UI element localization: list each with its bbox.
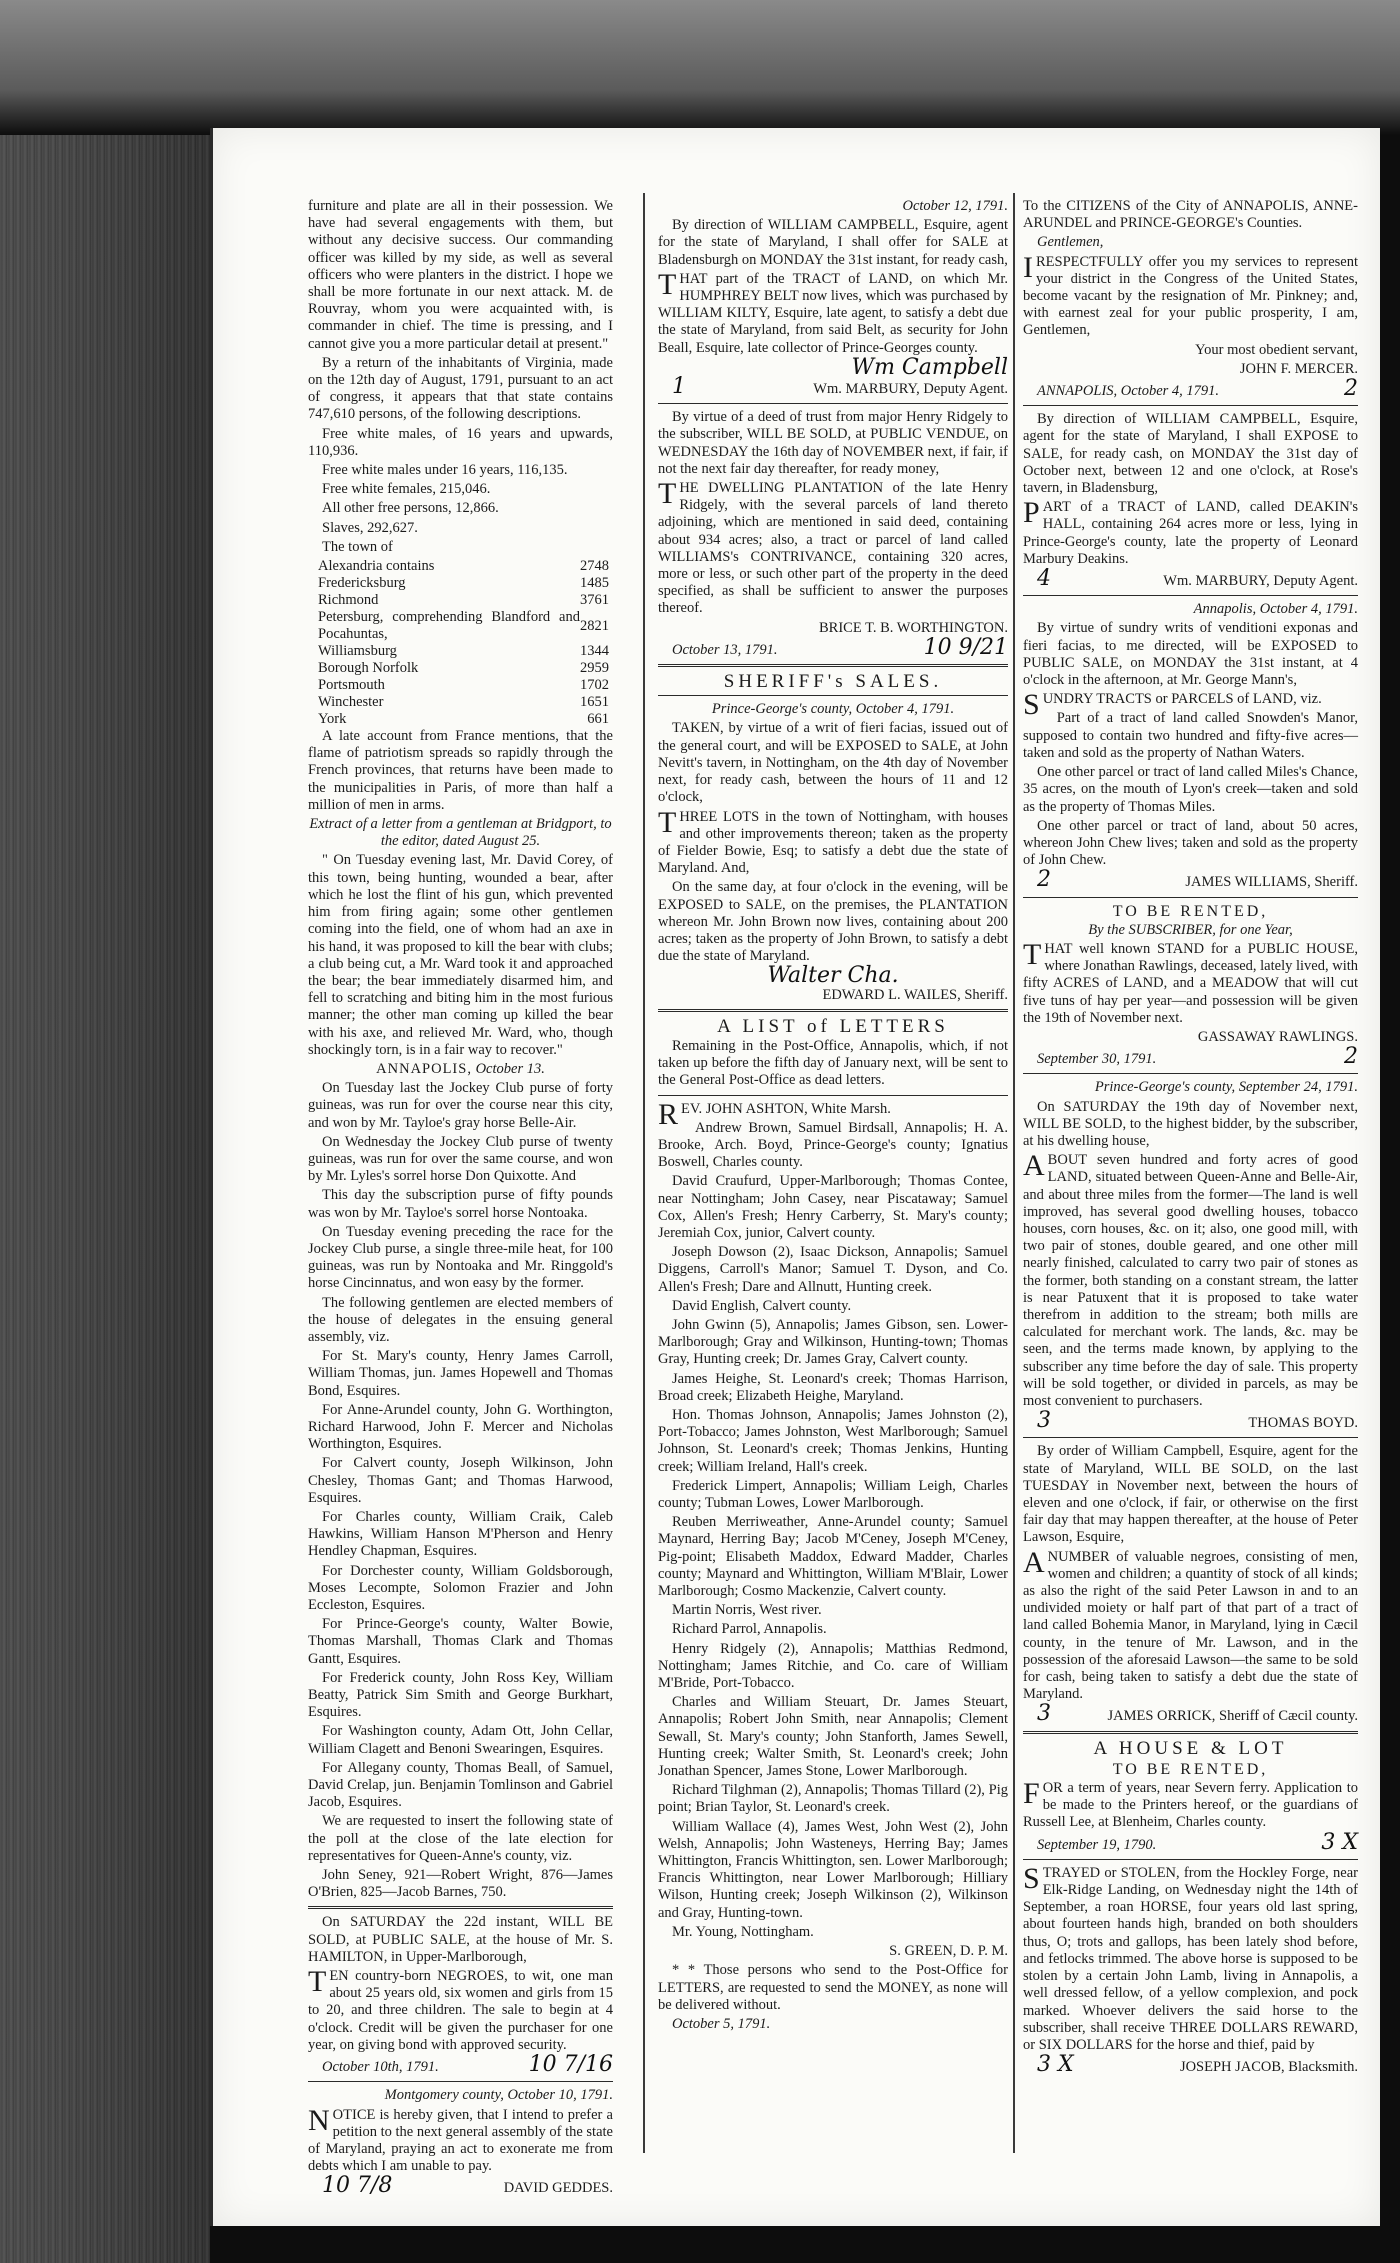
town-name: Petersburg, comprehending Blandford and Pocahuntas, [318, 609, 580, 643]
town-name: Borough Norfolk [318, 660, 419, 677]
ad-intro: By virtue of a deed of trust from major Henry Ridgely to the subscriber, WILL BE SOLD, at PUBLIC VENDUE, on WEDNESDAY the 16th day of NOVEMBER next, if fair, if not the next fair day thereafter, for ready money, [658, 409, 1008, 477]
letter-entry: REV. JOHN ASHTON, White Marsh. [658, 1097, 891, 1131]
ad-signature: EDWARD L. WAILES, Sheriff. [822, 986, 1008, 1003]
ad-date: Prince-George's county, October 4, 1791. [711, 701, 955, 718]
handwritten-mark: 2 [1344, 376, 1358, 402]
census-line: Free white males, of 16 years and upwards, 110,936. [308, 425, 613, 459]
letter-entry: James Heighe, St. Leonard's creek; Thomas Harrison, Broad creek; Elizabeth Heighe, Maryland. [658, 1370, 1008, 1404]
table-row [318, 643, 623, 660]
ad-footer [658, 374, 1008, 400]
ad-body: THE DWELLING PLANTATION of the late Henry Ridgely, with the several parcels of land thereto adjoining, which are mentioned in said deed, containing about 934 acres; also, a tract or parcel of land called WILLIAMS's CONTRIVANCE, containing 320 acres, more or less, or such other part of the property in the deed specified, as shall be sufficient to answer the purposes thereof. [658, 477, 1008, 617]
ad-body: PART of a TRACT of LAND, called DEAKIN's HALL, containing 264 acres more or less, lying in Prince-George's county, late the property of Leonard Marbury Deakins. [1023, 496, 1358, 567]
town-count: 2821 [580, 617, 609, 634]
column-2 [658, 198, 1008, 2158]
ad-signature: JAMES WILLIAMS, Sheriff. [1185, 874, 1358, 891]
divider [308, 1906, 613, 1909]
ad-body: SUNDRY TRACTS or PARCELS of LAND, viz. [1023, 688, 1322, 722]
handwritten-mark: 2 [1344, 1044, 1358, 1070]
ad-intro: By order of William Campbell, Esquire, agent for the state of Maryland, WILL BE SOLD, on the last TUESDAY in November next, between the hours of eleven and one o'clock, if fair, or otherwise on the first fair day that may happen thereafter, at the house of Peter Lawson, Esquire, [1023, 1443, 1358, 1546]
letter-entry: William Wallace (4), James West, John West (2), John Welsh, Annapolis; John Wasteneys, Herring Bay; James Whittington, Francis Whittington, sen. Lower Marlborough; Francis Whittington, near Lower Marlborough; Hilliary Wilson, Hunting creek; Joseph Wilkinson (2), Wilkinson and Gray, Hunting-town. [658, 1818, 1008, 1921]
town-count: 1344 [580, 643, 609, 660]
article-paragraph: " On Tuesday evening last, Mr. David Corey, of this town, being hunting, wounded a bear, after which he lost the flint of his gun, which prevented him from firing again; some other gentlemen coming into the field, one of whom had an axe in his hand, it was proposed to kill the bear with clubs; a club being cut, a Mr. Ward took it and approached the bear; the bear immediately disarmed him, and fell to scratching and biting him in the most furious manner; the other man coming up killed the bear with his axe, and relieved Mr. Ward, who, though shockingly torn, is in a fair way to recover." [308, 852, 613, 1058]
ad-footer [1023, 376, 1358, 402]
article-paragraph: furniture and plate are all in their possession. We have had several engagements with them, but without any decisive success. Our commanding officer was killed by my side, as well as several officers who were planters in the district. I hope we shall be more fortunate in our next attack. M. de Rouvray, whom you were acquainted with, is commander in chief. The time is pressing, and I cannot give you a more particular detail at present." [308, 198, 613, 352]
ad-footer [1023, 867, 1358, 893]
town-name: Richmond [318, 592, 379, 609]
handwritten-mark: 10 7/16 [528, 2052, 613, 2078]
ad-body: THREE LOTS in the town of Nottingham, with houses and other improvements thereon; taken as the property of Fielder Bowie, Esq; to satisfy a debt due the state of Maryland. And, [658, 805, 1008, 877]
ad-footer [1023, 1408, 1358, 1434]
county-delegates: For Allegany county, Thomas Beall, of Samuel, David Crelap, jun. Benjamin Tomlinson and Gabriel Jacob, Esquires. [308, 1759, 613, 1811]
ad-signature: JAMES ORRICK, Sheriff of Cæcil county. [1107, 1708, 1358, 1725]
article-paragraph: This day the subscription purse of fifty pounds was won by Mr. Tayloe's sorrel horse Nontoaka. [308, 1187, 613, 1221]
county-delegates: For Anne-Arundel county, John G. Worthington, Richard Harwood, John F. Mercer and Nicholas Worthington, Esquires. [308, 1401, 613, 1453]
ad-date: September 19, 1790. [1037, 1836, 1157, 1853]
handwritten-mark: 3 X [1037, 2052, 1074, 2078]
ad-footer [1023, 1701, 1358, 1727]
ad-footer [1023, 1044, 1358, 1070]
divider [658, 1095, 1008, 1096]
article-paragraph: We are requested to insert the following state of the poll at the close of the late election for representatives for Queen-Anne's county, viz. [308, 1813, 613, 1864]
ad-intro: On SATURDAY the 22d instant, WILL BE SOLD, at PUBLIC SALE, at the house of Mr. S. HAMILTON, in Upper-Marlborough, [308, 1914, 613, 1965]
address-greeting: Gentlemen, [1037, 234, 1104, 251]
town-count: 1702 [580, 677, 609, 694]
column-3 [1023, 198, 1358, 2158]
section-heading: A HOUSE & LOT [1093, 1737, 1288, 1759]
handwritten-mark: 3 [1037, 1408, 1051, 1434]
ad-intro: By direction of WILLIAM CAMPBELL, Esquire, agent for the state of Maryland, I shall EXPOSE to SALE, for ready cash, on MONDAY the 31st day of October next, between 12 and one o'clock, at Rose's tavern, in Bladensburg, [1023, 411, 1358, 497]
table-row [318, 558, 623, 575]
table-row [318, 677, 623, 694]
section-heading: TO BE RENTED, [1112, 902, 1269, 920]
book-binding [0, 0, 210, 2263]
divider [308, 2081, 613, 2082]
ad-body: IRESPECTFULLY offer you my services to represent your district in the Congress of the United States, become vacant by the resignation of Mr. Pinkney; and, with earnest zeal for your public prosperity, I am, Gentlemen, [1023, 250, 1358, 339]
letter-entry: Charles and William Steuart, Dr. James Steuart, Annapolis; Robert John Smith, near Annapolis; Clement Sewall, St. Mary's county; John Stanforth, James Sewell, Hunting creek; Walter Smith, St. Leonard's creek; John Jonathan Spencer, James Stone, Lower Marlborough. [658, 1694, 1008, 1780]
letter-entry: Frederick Limpert, Annapolis; William Leigh, Charles county; Tubman Lowes, Lower Marlborough. [658, 1477, 1008, 1512]
dateline [308, 1061, 613, 1078]
town-name: Alexandria contains [318, 558, 435, 575]
ad-date: ANNAPOLIS, October 4, 1791. [1037, 383, 1220, 400]
ad-signature: JOSEPH JACOB, Blacksmith. [1179, 2059, 1358, 2076]
town-count: 3761 [580, 592, 609, 609]
ad-body: TEN country-born NEGROES, to wit, one man about 25 years old, six women and girls from 15 to 20, and three children. The sale to begin at 4 o'clock. Credit will be given the purchaser for one year, on giving bond with approved security. [308, 1965, 613, 2053]
table-row [318, 592, 623, 609]
article-paragraph: On Wednesday the Jockey Club purse of twenty guineas, was run for over the same course, and won by Mr. Lyles's sorrel horse Don Quixotte. And [308, 1133, 613, 1185]
towns-intro: The town of [322, 538, 393, 555]
letter-entry: Hon. Thomas Johnson, Annapolis; James Johnston (2), Port-Tobacco; James Johnston, West Marlborough; Samuel Johnson, St. Leonard's creek; Thomas Jenkins, Hunting creek; William Ireland, Hall's creek. [658, 1407, 1008, 1475]
handwritten-mark: 3 X [1321, 1829, 1358, 1855]
ad-signature: JOHN F. MERCER. [1239, 360, 1358, 377]
letter-entry: Andrew Brown, Samuel Birdsall, Annapolis; H. A. Brooke, Arch. Boyd, Prince-George's county; Ignatius Boswell, Charles county. [658, 1119, 1008, 1171]
letters-intro: Remaining in the Post-Office, Annapolis, which, if not taken up before the fifth day of January next, will be sent to the General Post-Office as dead letters. [658, 1037, 1008, 1089]
divider [1023, 897, 1358, 898]
section-subheading: By the SUBSCRIBER, for one Year, [1088, 921, 1293, 938]
county-delegates: For Calvert county, Joseph Wilkinson, John Chesley, Thomas Gant; and Thomas Harwood, Esquires. [308, 1455, 613, 1506]
address-heading: To the CITIZENS of the City of ANNAPOLIS, ANNE-ARUNDEL and PRINCE-GEORGE's Counties. [1023, 198, 1358, 232]
divider [1023, 1859, 1358, 1860]
ad-body: FOR a term of years, near Severn ferry. Application to be made to the Printers hereof, or the guardians of Russell Lee, at Blenheim, Charles county. [1023, 1777, 1358, 1831]
handwritten-mark: 10 9/21 [923, 634, 1008, 660]
town-name: Fredericksburg [318, 575, 406, 592]
divider [1023, 1731, 1358, 1734]
extract-title: Extract of a letter from a gentleman at Bridgport, to the editor, dated August 25. [309, 816, 612, 850]
ad-body: THAT part of the TRACT of LAND, on which Mr. HUMPHREY BELT now lives, which was purchased by WILLIAM KILTY, Esquire, late agent, to satisfy a debt due the state of Maryland, from said Belt, as security for John Beall, Esquire, late collector of Prince-Georges county. [658, 267, 1008, 356]
letters-note: * * Those persons who send to the Post-Office for LETTERS, are requested to send the MONEY, as none will be delivered without. [658, 1962, 1008, 2013]
county-delegates: For Frederick county, John Ross Key, William Beatty, Patrick Sim Smith and George Burkhart, Esquires. [308, 1669, 613, 1721]
top-shadow [0, 0, 1400, 135]
divider [658, 403, 1008, 404]
town-name: Williamsburg [318, 643, 397, 660]
ad-date: October 10th, 1791. [322, 2059, 439, 2076]
ad-intro: By virtue of sundry writs of venditioni exponas and fieri facias, to me directed, will be EXPOSED to PUBLIC SALE, on MONDAY the 31st instant, at 4 o'clock in the afternoon, at Mr. George Mann's, [1023, 620, 1358, 689]
ad-intro: By direction of WILLIAM CAMPBELL, Esquire, agent for the state of Maryland, I shall offer for SALE at Bladensburgh on MONDAY the 31st instant, for ready cash, [658, 217, 1008, 268]
ad-date: October 13, 1791. [672, 641, 778, 658]
county-delegates: For Dorchester county, William Goldsborough, Moses Lecompte, Solomon Frazier and John Eccleston, Esquires. [308, 1562, 613, 1614]
ad-signature: GASSAWAY RAWLINGS. [1197, 1028, 1358, 1045]
divider [658, 664, 1008, 667]
handwritten-signature: Wm Campbell [851, 354, 1008, 380]
ad-body: NOTICE is hereby given, that I intend to prefer a petition to the next general assembly of the state of Maryland, praying an act to exonerate me from debts which I am unable to pay. [308, 2103, 613, 2175]
ad-signature: THOMAS BOYD. [1248, 1415, 1358, 1432]
table-row [318, 575, 623, 592]
ad-paragraph: One other parcel or tract of land called Miles's Chance, 35 acres, on the mouth of Lyon's creek—taken and sold as the property of Thomas Miles. [1023, 764, 1358, 815]
letter-entry: John Gwinn (5), Annapolis; James Gibson, sen. Lower-Marlborough; Gray and Wilkinson, Hunting-town; Thomas Gray, Hunting creek; Dr. James Gray, Calvert county. [658, 1316, 1008, 1368]
town-count: 661 [587, 711, 609, 728]
census-line: Free white males under 16 years, 116,135. [322, 462, 568, 479]
ad-footer [658, 634, 1008, 660]
divider [1023, 405, 1358, 406]
county-delegates: For St. Mary's county, Henry James Carroll, William Thomas, jun. James Hopewell and Thomas Bond, Esquires. [308, 1348, 613, 1399]
ad-footer [1023, 2052, 1358, 2078]
article-paragraph: By a return of the inhabitants of Virginia, made on the 12th day of August, 1791, pursuant to an act of congress, it appears that that state contains 747,610 persons, of the following descriptions. [308, 354, 613, 423]
letter-entry: Martin Norris, West river. [672, 1602, 822, 1619]
town-count: 1485 [580, 575, 609, 592]
article-paragraph: The following gentlemen are elected members of the house of delegates in the ensuing general assembly, viz. [308, 1294, 613, 1345]
ad-intro: TAKEN, by virtue of a writ of fieri facias, issued out of the general court, and will be EXPOSED to SALE, at John Nevitt's tavern, in Nottingham, on the 4th day of November next, for ready cash, between the hours of 11 and 12 o'clock, [658, 720, 1008, 806]
ad-footer [308, 2173, 613, 2199]
column-1 [308, 198, 613, 2199]
letter-entry: David English, Calvert county. [672, 1297, 852, 1314]
table-row [318, 609, 623, 643]
ad-signature: Wm. MARBURY, Deputy Agent. [1163, 573, 1358, 590]
letter-entry: Henry Ridgely (2), Annapolis; Matthias Redmond, Nottingham; James Ritchie, and Co. care of William M'Bride, Port-Tobacco. [658, 1640, 1008, 1692]
address-closing: Your most obedient servant, [1195, 341, 1358, 358]
column-rule [643, 193, 645, 2153]
towns-table [318, 558, 623, 728]
ad-body: ABOUT seven hundred and forty acres of good LAND, situated between Queen-Anne and Belle-Air, and about three miles from the former—The land is well improved, has several good dwelling houses, tobacco houses, corn houses, &c. on it; also, one good mill, with two pair of stones, double geared, and one other mill nearly finished, calculated to carry two pair of stones as the former, both standing on a constant stream, the latter is near Patuxent that it is proposed to take water therefrom in addition to the stream; both mills are calculated for merchant work. The lands, &c. may be seen, and the terms made known, by applying to the subscriber any time before the day of sale. This property will be sold together, or divided in parcels, as may be most convenient to purchasers. [1023, 1149, 1358, 1409]
census-line: Slaves, 292,627. [322, 519, 418, 536]
divider [1023, 1437, 1358, 1438]
section-subheading: TO BE RENTED, [1112, 1760, 1269, 1778]
ad-footer [308, 2052, 613, 2078]
ad-signature: Wm. MARBURY, Deputy Agent. [813, 381, 1008, 398]
poll-results: John Seney, 921—Robert Wright, 876—James O'Brien, 825—Jacob Barnes, 750. [308, 1867, 613, 1901]
ad-body: THAT well known STAND for a PUBLIC HOUSE, where Jonathan Rawlings, deceased, lately lived, with fifty ACRES of LAND, and a MEADOW that will cut five tuns of hay per year—and possession will be given the 19th of November next. [1023, 937, 1358, 1026]
ad-footer [1023, 1829, 1358, 1855]
ad-footer [1023, 566, 1358, 592]
ad-paragraph: Part of a tract of land called Snowden's Manor, supposed to contain two hundred and fifty-five acres—taken and sold as the property of Nathan Waters. [1023, 710, 1358, 761]
county-delegates: For Prince-George's county, Walter Bowie, Thomas Marshall, Thomas Clark and Thomas Gantt, Esquires. [308, 1616, 613, 1667]
ad-body: ANUMBER of valuable negroes, consisting of men, women and children; a quantity of stock of all kinds; as also the right of the said Peter Lawson in and to an undivided moiety or half part of that part of a tract of land called Bohemia Manor, in Maryland, lying in Cæcil county, in the tenure of Mr. Lawson, and in the possession of the aforesaid Lawson—the same to be sold for cash, being taken to satisfy a debt due the state of Maryland. [1023, 1545, 1358, 1703]
letter-entry: Richard Tilghman (2), Annapolis; Thomas Tillard (2), Pig point; Brian Taylor, St. Leonard's creek. [658, 1782, 1008, 1816]
article-paragraph: A late account from France mentions, that the flame of patriotism spreads so rapidly through the French provinces, that returns have been made to the municipalities in Paris, of more than half a million of men in arms. [308, 728, 613, 813]
section-heading: A LIST of LETTERS [717, 1015, 949, 1037]
town-name: Winchester [318, 694, 384, 711]
ad-paragraph: One other parcel or tract of land, about 50 acres, whereon John Chew lives; taken and sold as the property of John Chew. [1023, 817, 1358, 869]
ad-date: Montgomery county, October 10, 1791. [384, 2087, 613, 2104]
section-heading: SHERIFF's SALES. [723, 671, 943, 693]
handwritten-mark: 4 [1037, 566, 1051, 592]
dateline-city: ANNAPOLIS, [376, 1060, 472, 1077]
newspaper-page [210, 128, 1380, 2226]
divider [658, 695, 1008, 696]
postmaster-signature: S. GREEN, D. P. M. [889, 1943, 1008, 1960]
letter-entry: Joseph Dowson (2), Isaac Dickson, Annapolis; Samuel Diggens, Carroll's Manor; Samuel T. Dyson, and Co. Allen's Fresh; Dare and Allnutt, Hunting creek. [658, 1244, 1008, 1295]
handwritten-mark: 10 7/8 [322, 2173, 393, 2199]
handwritten-mark: 3 [1037, 1701, 1051, 1727]
table-row [318, 694, 623, 711]
table-row [318, 660, 623, 677]
town-count: 1651 [580, 694, 609, 711]
ad-intro: On SATURDAY the 19th day of November next, WILL BE SOLD, to the highest bidder, by the subscriber, at his dwelling house, [1023, 1098, 1358, 1149]
table-row [318, 711, 623, 728]
ad-body: On the same day, at four o'clock in the evening, will be EXPOSED to SALE, on the premises, the PLANTATION whereon Mr. John Brown now lives, containing about 200 acres; taken as the property of John Brown, to satisfy a debt due the state of Maryland. [658, 879, 1008, 965]
ad-date: October 12, 1791. [902, 198, 1008, 214]
letter-entry: David Craufurd, Upper-Marlborough; Thomas Contee, near Nottingham; John Casey, near Piscataway; Samuel Cox, Allen's Fresh; Henry Carberry, St. Mary's county; Jeremiah Cox, junior, Calvert county. [658, 1173, 1008, 1241]
county-delegates: For Washington county, Adam Ott, John Cellar, William Clagett and Benoni Swearingen, Esquires. [308, 1723, 613, 1757]
ad-date: September 30, 1791. [1037, 1051, 1157, 1068]
town-name: Portsmouth [318, 677, 385, 694]
article-paragraph: On Tuesday last the Jockey Club purse of forty guineas, was run for over the course near this city, and won by Mr. Tayloe's gray horse Belle-Air. [308, 1080, 613, 1131]
county-delegates: For Charles county, William Craik, Caleb Hawkins, William Hanson M'Pherson and Henry Hendley Chapman, Esquires. [308, 1509, 613, 1560]
divider [1023, 1073, 1358, 1074]
handwritten-signature: Walter Cha. [767, 963, 899, 989]
letter-entry: Reuben Merriweather, Anne-Arundel county; Samuel Maynard, Herring Bay; Jacob M'Ceney, Joseph M'Ceney, Pig-point; Elisabeth Maddox, Edward Madder, Charles county; Maynard and Whittington, William M'Blair, Lower Marlborough; Cosmo Mackenzie, Calvert county. [658, 1514, 1008, 1600]
handwritten-mark: 2 [1037, 867, 1051, 893]
town-name: York [318, 711, 347, 728]
ad-signature: BRICE T. B. WORTHINGTON. [819, 619, 1008, 636]
census-line: Free white females, 215,046. [322, 481, 491, 498]
census-line: All other free persons, 12,866. [322, 500, 499, 517]
ad-signature: DAVID GEDDES. [503, 2180, 613, 2197]
ad-date: October 5, 1791. [672, 2015, 771, 2032]
ad-body: STRAYED or STOLEN, from the Hockley Forge, near Elk-Ridge Landing, on Wednesday night the 14th of September, a roan HORSE, four years old last spring, about fourteen hands high, branded on both shoulders thus, O; trots and gallops, has been lately shod before, and fetlocks trimmed. The above horse is supposed to be stolen by a certain John Lamb, living in Annapolis, a well dressed fellow, of a yellow complexion, and pock marked. Whoever delivers the said horse to the subscriber, shall receive THREE DOLLARS REWARD, or SIX DOLLARS for the horse and thief, paid by [1023, 1861, 1358, 2053]
article-paragraph: On Tuesday evening preceding the race for the Jockey Club purse, a single three-mile heat, for 100 guineas, was run by Nontoaka and Mr. Ringgold's horse Cincinnatus, and won easy by the former. [308, 1223, 613, 1292]
letter-entry: Mr. Young, Nottingham. [672, 1923, 814, 1940]
census-list [308, 426, 613, 537]
handwritten-mark: 1 [672, 374, 686, 400]
divider [1023, 595, 1358, 596]
town-count: 2959 [580, 660, 609, 677]
column-rule [1013, 193, 1015, 2153]
ad-date: Annapolis, October 4, 1791. [1193, 601, 1358, 618]
town-count: 2748 [580, 558, 609, 575]
dateline-date: October 13. [475, 1060, 545, 1077]
divider [658, 1009, 1008, 1012]
letter-entry: Richard Parrol, Annapolis. [672, 1621, 827, 1638]
ad-date: Prince-George's county, September 24, 1791. [1094, 1079, 1358, 1096]
